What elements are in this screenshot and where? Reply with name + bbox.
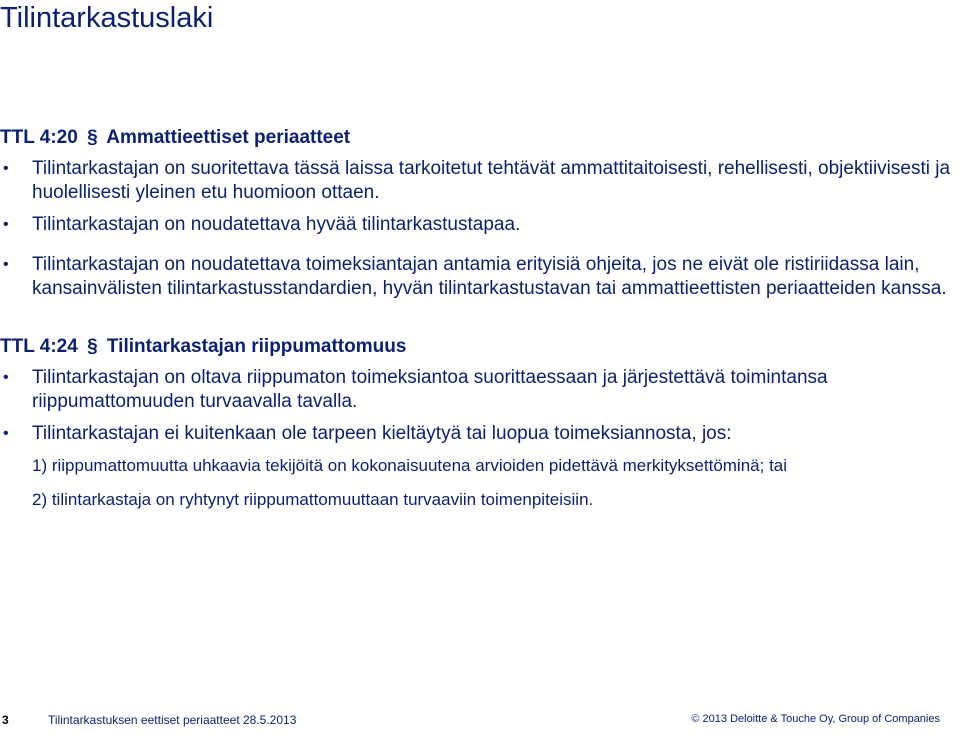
footer — [0, 698, 960, 738]
numbered-item: 2) tilintarkastaja on ryhtynyt riippumattomuuttaan turvaaviin toimenpiteisiin. — [32, 490, 594, 509]
presentation-title: Tilintarkastuksen eettiset periaatteet 28.5.2013 — [48, 713, 297, 727]
bullet-icon: • — [3, 160, 9, 177]
bullet-icon: • — [3, 425, 9, 442]
section-code: TTL 4:20 — [0, 127, 78, 148]
bullet-text: Tilintarkastajan on oltava riippumaton toimeksiantoa suorittaessaan ja järjestettävä toimintansa riippumattomuuden turvaavalla tavalla. — [32, 367, 828, 412]
bullet-icon: • — [3, 216, 9, 233]
section-symbol: § — [87, 336, 98, 357]
bullet-text: Tilintarkastajan on noudatettava toimeksiantajan antamia erityisiä ohjeita, jos ne eivät ole ristiriidassa lain, kansainvälisten tilintarkastusstandardien, hyvän tilintarkastustavan tai ammattieettisten periaatteiden kanssa. — [32, 254, 947, 299]
slide-content — [0, 126, 958, 512]
copyright-notice: © 2013 Deloitte & Touche Oy, Group of Companies — [691, 713, 940, 725]
bullet-icon: • — [3, 256, 9, 273]
bullet-text: Tilintarkastajan on noudatettava hyvää tilintarkastustapaa. — [32, 214, 521, 235]
bullet-icon: • — [3, 369, 9, 386]
bullet-item — [0, 213, 958, 237]
section-title: Tilintarkastajan riippumattomuus — [106, 336, 407, 357]
bullet-item — [0, 157, 958, 205]
bullet-text: Tilintarkastajan ei kuitenkaan ole tarpeen kieltäytyä tai luopua toimeksiannosta, jos: — [32, 423, 732, 444]
section-symbol: § — [87, 127, 98, 148]
bullet-item — [0, 253, 958, 301]
bullet-text: Tilintarkastajan on suoritettava tässä laissa tarkoitetut tehtävät ammattitaitoisesti, rehellisesti, objektiivisesti ja huolellisesti yleinen etu huomioon ottaen. — [32, 158, 951, 203]
bullet-item — [0, 422, 958, 446]
numbered-item: 1) riippumattomuutta uhkaavia tekijöitä on kokonaisuutena arvioiden pidettävä merkityksettöminä; tai — [32, 456, 788, 475]
page-number: 3 — [2, 713, 9, 727]
slide-title: Tilintarkastuslaki — [0, 2, 214, 34]
section-heading-ttl-4-20 — [0, 126, 958, 150]
section-heading-ttl-4-24 — [0, 335, 958, 359]
section-code: TTL 4:24 — [0, 336, 78, 357]
section-title: Ammattieettiset periaatteet — [106, 127, 351, 148]
bullet-item — [0, 366, 958, 414]
